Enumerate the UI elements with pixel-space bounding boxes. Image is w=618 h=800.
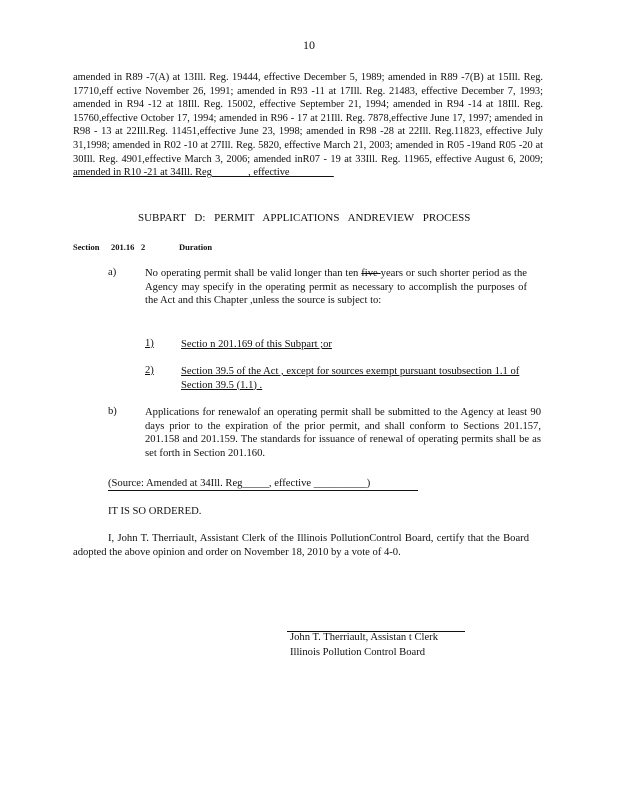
section-header	[73, 242, 212, 252]
certification-paragraph: I, John T. Therriault, Assistant Clerk of the Illinois PollutionControl Board, certify that the Board adopted the above opinion and order on November 18, 2010 by a vote of 4-0.	[73, 533, 529, 558]
signatory-organization: Illinois Pollution Control Board	[290, 647, 426, 658]
page-number: 10	[303, 38, 315, 52]
item-b-label: b)	[108, 406, 117, 417]
item-a1-text: Sectio n 201.169 of this Subpart ;or	[181, 339, 332, 350]
item-a-text	[145, 267, 527, 308]
history-new-amendment: amended in R10 -21 at 34Ill. Reg_______, effective ________	[73, 167, 334, 179]
item-a-text-start: No operating permit shall be valid longer than ten	[145, 268, 362, 279]
subpart-heading: SUBPART D: PERMIT APPLICATIONS ANDREVIEW PROCESS	[138, 212, 471, 224]
item-a2-text: Section 39.5 of the Act , except for sources exempt pursuant tosubsection 1.1 of Section 39.5 (1.1) .	[181, 366, 520, 391]
item-a-text-end: years or such shorter period as the Agency may specify in the operating permit as necessary to accomplish the purposes of the Act and this Chapter ,unless the source is subject to:	[145, 268, 527, 307]
source-note: (Source: Amended at 34Ill. Reg_____, effective __________)	[108, 478, 418, 491]
item-b-text: Applications for renewalof an operating permit shall be submitted to the Agency at least 90 days prior to the expiration of the prior permit, and shall conform to Sections 201.157, 201.158 and 201.159. The standards for issuance of renewal of operating permits shall be as set forth in Section 201.160.	[145, 407, 541, 459]
item-a2-label: 2)	[145, 365, 154, 376]
section-sub-number: 2	[141, 242, 146, 252]
order-statement: IT IS SO ORDERED.	[108, 506, 202, 517]
item-a-label: a)	[108, 267, 117, 278]
item-a1-label: 1)	[145, 338, 154, 349]
signatory-name: John T. Therriault, Assistan t Clerk	[290, 632, 439, 643]
section-title: Duration	[179, 242, 213, 252]
section-label: Section	[73, 242, 100, 252]
item-a-struck-text: five	[361, 268, 381, 279]
amendment-history	[73, 71, 543, 180]
section-number: 201.16	[111, 242, 135, 252]
history-text: amended in R89 -7(A) at 13Ill. Reg. 19444, effective December 5, 1989; amended in R89 -7(B) at 15Ill. Reg. 17710,eff ective November 26, 1991; amended in R93 -11 at 17Ill. Reg. 21483, effective December 7, 1993; amended in R94 -12 at 18Ill. Reg. 15002, effective September 21, 1994; amended in R94 -14 at 18Ill. Reg. 15760,effective October 17, 1994; amended in R96 - 17 at 21Ill. Reg. 7878,effective June 17, 1997; amended in R98 - 13 at 22Ill.Reg. 11451,effective June 23, 1998; amended in R98 -28 at 22Ill. Reg.11823, effective July 31,1998; amended in R02 -10 at 27Ill. Reg. 5820, effective March 21, 2003; amended in R05 -19and R05 -20 at 30Ill. Reg. 4901,effective March 3, 2006; amended inR07 - 19 at 33Ill. Reg. 11965, effective August 6, 2009;	[73, 72, 543, 165]
